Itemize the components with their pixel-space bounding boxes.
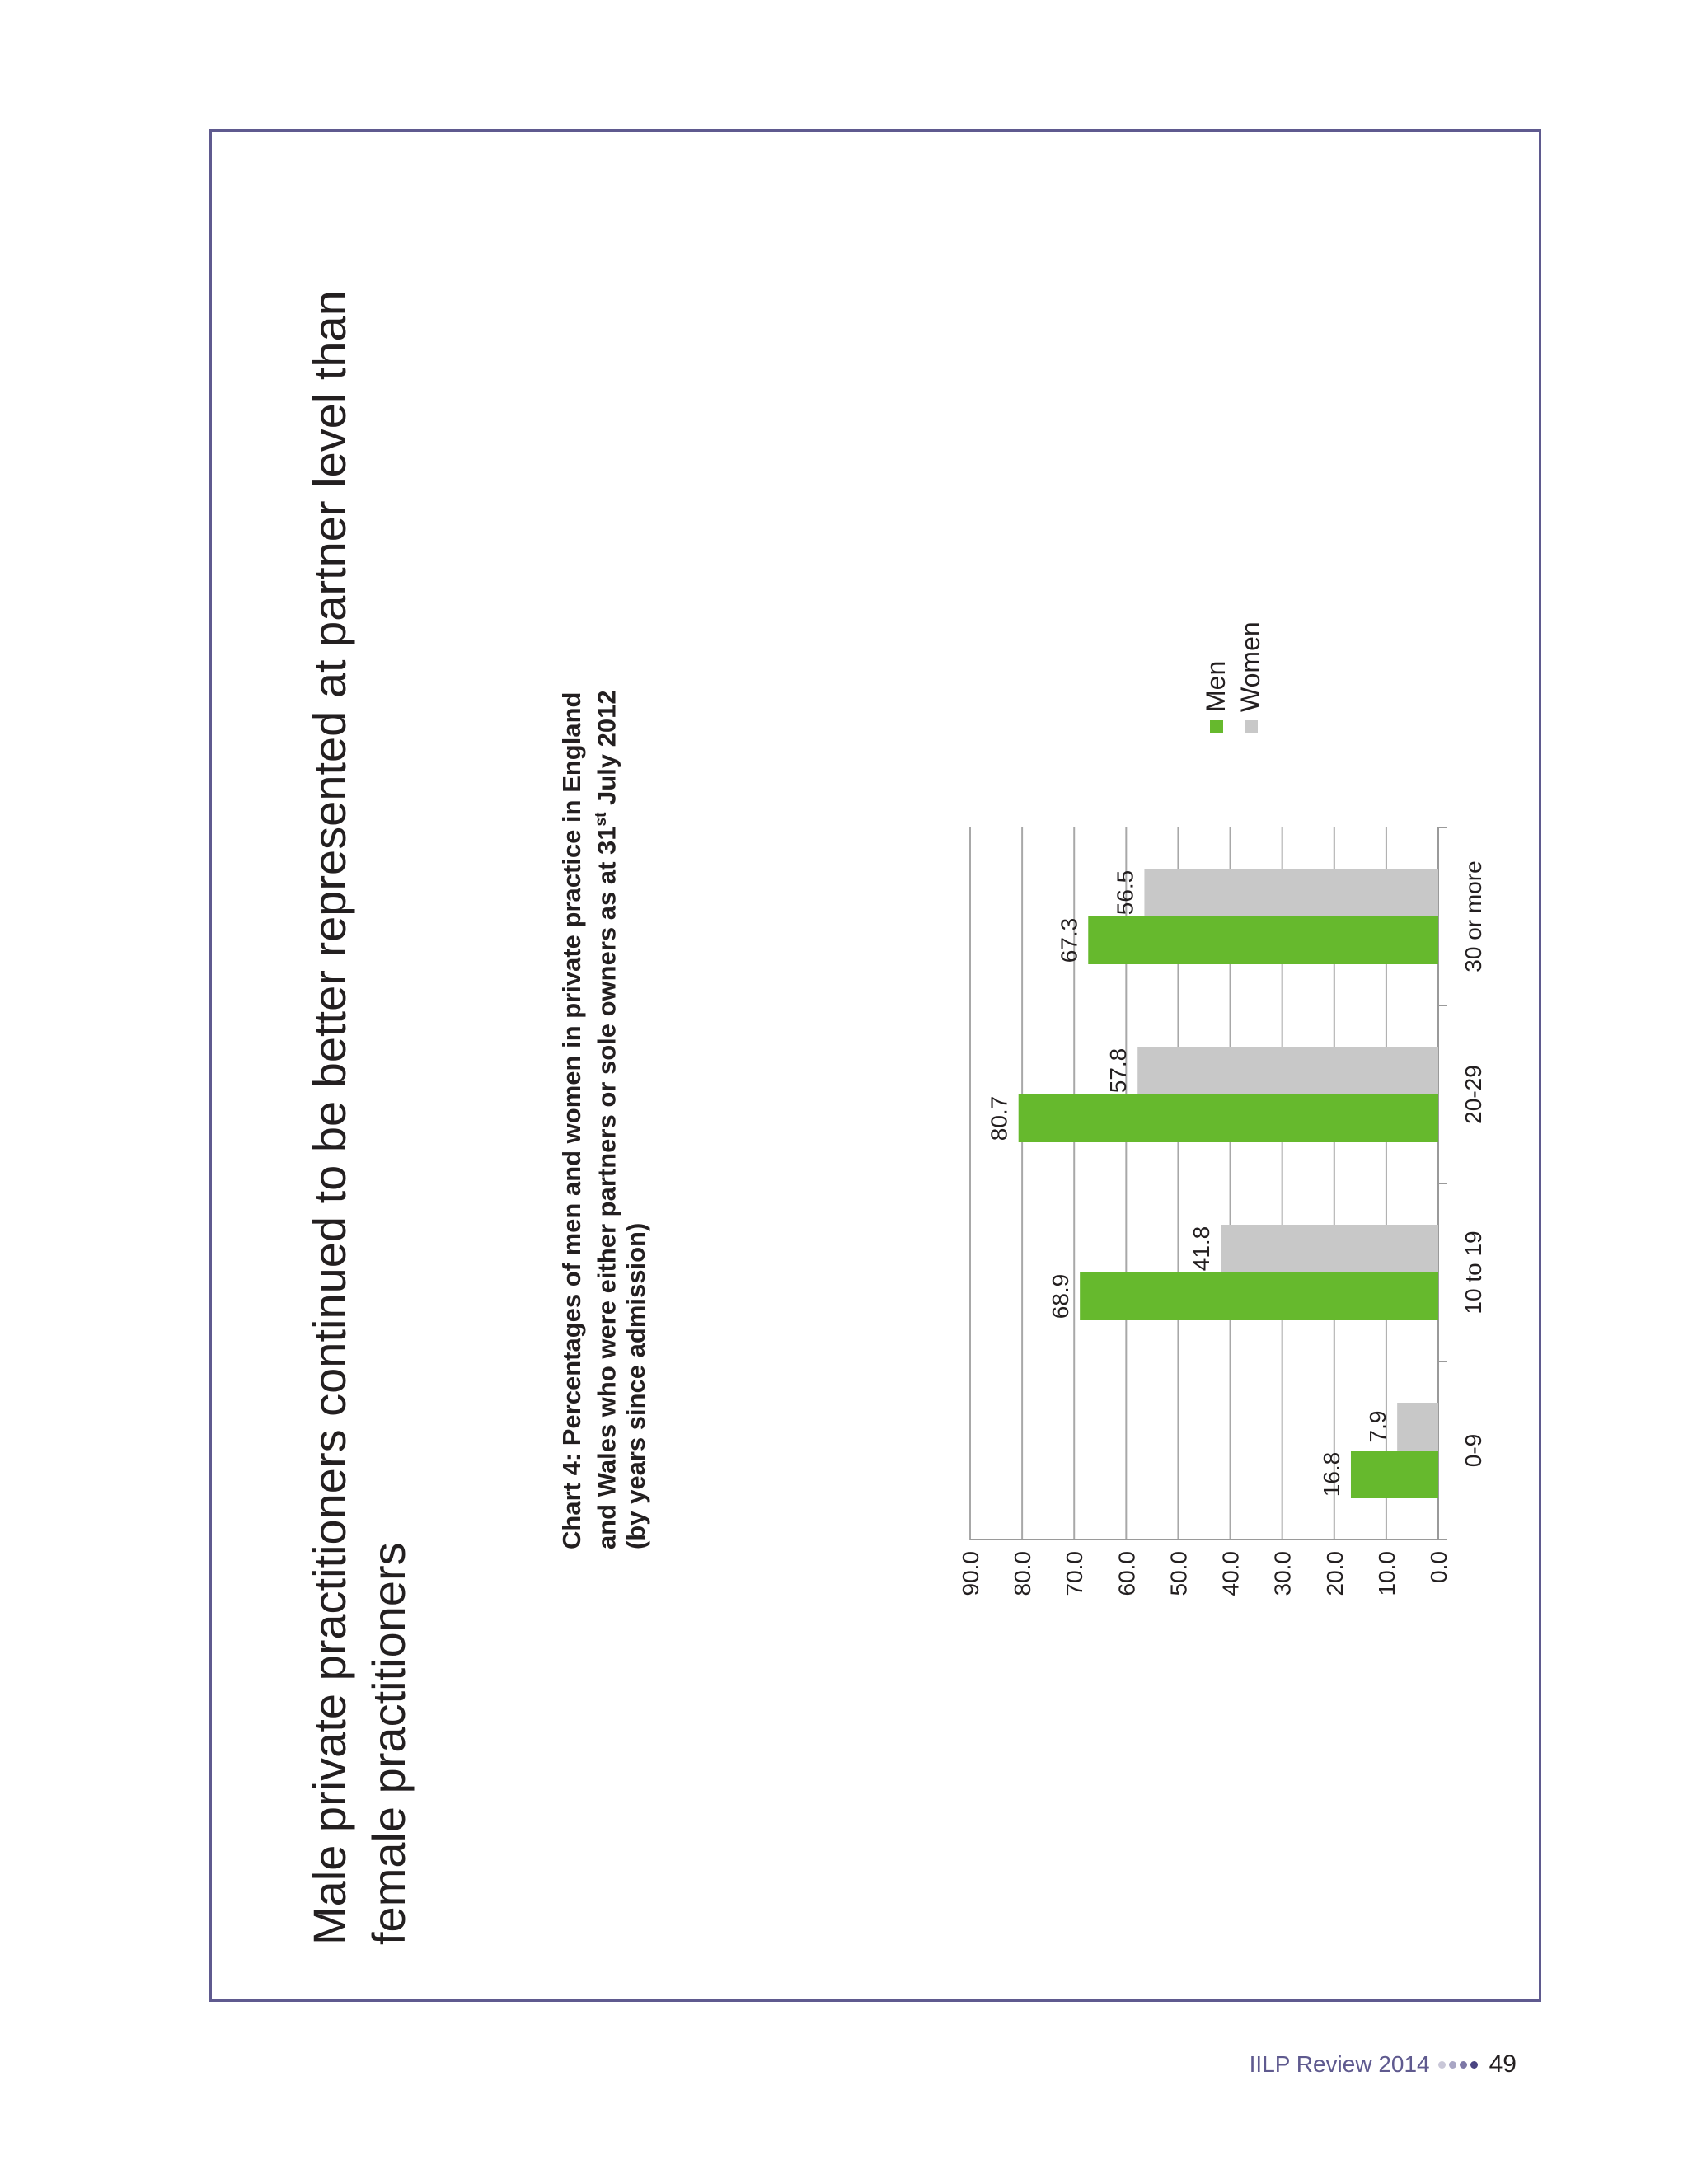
y-tick-label: 50.0: [1165, 1551, 1192, 1596]
y-tick-label: 90.0: [958, 1551, 983, 1596]
bar-women: [1137, 1047, 1438, 1094]
page-footer: [1250, 2050, 1517, 2079]
data-label: 80.7: [986, 1095, 1012, 1141]
y-tick-label: 70.0: [1062, 1551, 1088, 1596]
y-tick-label: 20.0: [1321, 1551, 1348, 1596]
legend-swatch: [1210, 720, 1223, 733]
chart-title-line1: Chart 4: Percentages of men and women in private practice in England: [557, 691, 586, 1549]
chart-title-line2-sup: st: [593, 812, 610, 827]
headline: Male private practitioners continued to be better represented at partner level than female practitioners: [303, 290, 415, 1945]
footer-dots: [1438, 2061, 1478, 2069]
legend-label: Men: [1201, 660, 1231, 712]
x-category-label: 0-9: [1461, 1433, 1486, 1468]
legend-label: Women: [1236, 621, 1265, 712]
footer-dot: [1470, 2061, 1478, 2069]
data-label: 67.3: [1056, 917, 1082, 963]
legend-swatch: [1245, 720, 1258, 733]
data-label: 57.8: [1105, 1047, 1132, 1094]
bar-chart: [211, 129, 1543, 2001]
data-label: 68.9: [1048, 1273, 1074, 1319]
bar-men: [1080, 1272, 1438, 1320]
x-category-label: 30 or more: [1461, 860, 1486, 972]
footer-text: IILP Review 2014: [1249, 2051, 1430, 2077]
chart-title-line2-pre: and Wales who were either partners or sole owners as at 31: [592, 826, 621, 1549]
data-label: 56.5: [1112, 869, 1138, 916]
y-tick-label: 40.0: [1217, 1551, 1244, 1596]
footer-dot: [1460, 2061, 1467, 2069]
x-category-label: 10 to 19: [1461, 1230, 1486, 1315]
y-tick-label: 30.0: [1269, 1551, 1296, 1596]
bar-women: [1221, 1225, 1438, 1272]
data-label: 7.9: [1365, 1410, 1391, 1443]
y-tick-label: 60.0: [1114, 1551, 1140, 1596]
x-category-label: 20-29: [1461, 1065, 1486, 1124]
y-tick-label: 0.0: [1426, 1551, 1451, 1583]
y-tick-label: 80.0: [1010, 1551, 1036, 1596]
bar-men: [1019, 1094, 1438, 1142]
chart-title-line2-post: July 2012: [592, 690, 621, 813]
y-tick-label: 10.0: [1373, 1551, 1400, 1596]
page-number: 49: [1489, 2050, 1517, 2078]
bar-women: [1144, 869, 1438, 916]
data-label: 41.8: [1189, 1226, 1215, 1272]
bar-women: [1397, 1403, 1438, 1451]
bar-men: [1351, 1451, 1438, 1498]
footer-dot: [1449, 2061, 1456, 2069]
bar-men: [1088, 916, 1438, 964]
rotated-content: [211, 129, 1543, 2001]
data-label: 16.8: [1318, 1451, 1344, 1497]
chart-title-line3: (by years since admission): [621, 1222, 651, 1549]
footer-dot: [1438, 2061, 1446, 2069]
